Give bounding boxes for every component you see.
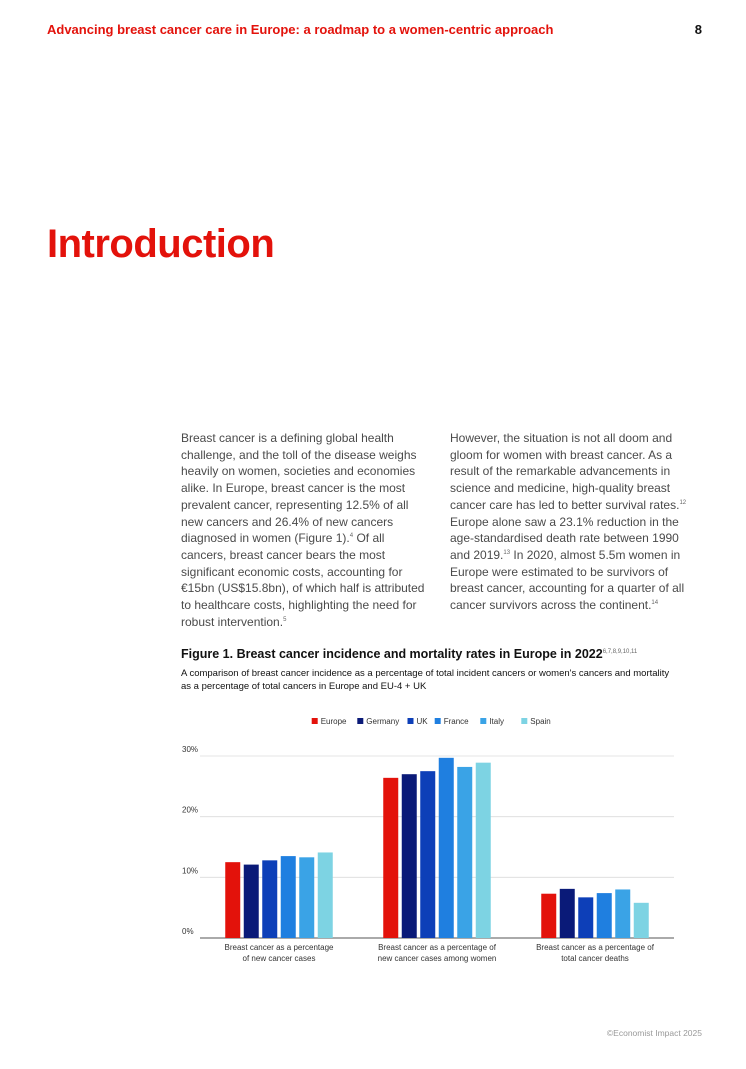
x-tick-label: Breast cancer as a percentage of bbox=[536, 943, 654, 952]
y-tick-label: 30% bbox=[182, 745, 199, 754]
legend-label: France bbox=[443, 717, 469, 726]
bar bbox=[439, 758, 454, 938]
bar bbox=[383, 778, 398, 938]
bar bbox=[597, 893, 612, 938]
x-tick-label: of new cancer cases bbox=[242, 954, 316, 963]
x-tick-label: total cancer deaths bbox=[561, 954, 629, 963]
bar-chart bbox=[170, 708, 690, 978]
figure-title: Figure 1. Breast cancer incidence and mortality rates in Europe in 2022$^{6,7,8,9,10,11}$ bbox=[181, 647, 638, 661]
bar bbox=[225, 862, 240, 938]
legend-label: Germany bbox=[366, 717, 400, 726]
body-column-left bbox=[181, 430, 433, 630]
legend-swatch bbox=[480, 718, 486, 724]
bar bbox=[457, 767, 472, 938]
legend-swatch bbox=[435, 718, 441, 724]
bar bbox=[299, 857, 314, 938]
bar bbox=[560, 889, 575, 938]
legend-label: Italy bbox=[489, 717, 504, 726]
figure-subtitle: A comparison of breast cancer incidence as a percentage of total incident cancers or women's cancers and mortality as a percentage of total cancers in Europe and EU-4 + UK bbox=[181, 668, 670, 692]
legend-swatch bbox=[357, 718, 363, 724]
x-tick-label: Breast cancer as a percentage bbox=[224, 943, 334, 952]
paragraph: However, the situation is not all doom and gloom for women with breast cancer. As a result of the remarkable advancements in science and medicine, high-quality breast cancer care has led to better survival rates.$^{12}$ Europe alone saw a 23.1% reduction in the age-standardised death rate between 1990 and 2019.13 In 2020, almost 5.5m women in Europe were estimated to be survivors of breast cancer, accounting for a quarter of all cancer survivors across the continent.$^{14}$ bbox=[450, 431, 687, 613]
x-tick-label: new cancer cases among women bbox=[377, 954, 497, 963]
legend-label: Europe bbox=[320, 717, 347, 726]
page-number: 8 bbox=[694, 22, 702, 37]
body-column-right bbox=[450, 430, 702, 614]
running-header: Advancing breast cancer care in Europe: a roadmap to a women-centric approach bbox=[47, 22, 554, 37]
legend-swatch bbox=[408, 718, 414, 724]
section-title: Introduction bbox=[47, 222, 275, 266]
bar bbox=[420, 771, 435, 938]
bar bbox=[318, 852, 333, 938]
bar bbox=[541, 894, 556, 938]
legend-swatch bbox=[521, 718, 527, 724]
bar bbox=[281, 856, 296, 938]
bar bbox=[615, 889, 630, 938]
bar bbox=[476, 763, 491, 938]
legend-swatch bbox=[312, 718, 318, 724]
x-tick-label: Breast cancer as a percentage of bbox=[378, 943, 496, 952]
copyright-footer: ©Economist Impact 2025 bbox=[606, 1028, 702, 1038]
bar bbox=[402, 774, 417, 938]
bar bbox=[578, 897, 593, 938]
bar bbox=[634, 903, 649, 938]
legend-label: UK bbox=[416, 717, 428, 726]
bar bbox=[244, 865, 259, 938]
y-tick-label: 10% bbox=[182, 866, 199, 876]
y-tick-label: 0% bbox=[182, 927, 194, 936]
y-tick-label: 20% bbox=[182, 805, 199, 815]
bar bbox=[262, 860, 277, 938]
paragraph: Breast cancer is a defining global health challenge, and the toll of the disease weighs heavily on women, societies and economies alike. In Europe, breast cancer is the most prevalent cancer, representing 12.5% of all new cancers and 26.4% of new cancers diagnosed in women (Figure 1).$^4$ Of all cancers, breast cancer bears the most significant economic costs, accounting for €15bn (US$15.8bn), of which half is attributed to healthcare costs, highlighting the need for robust intervention.$^5$ bbox=[181, 431, 425, 629]
legend-label: Spain bbox=[530, 717, 551, 726]
